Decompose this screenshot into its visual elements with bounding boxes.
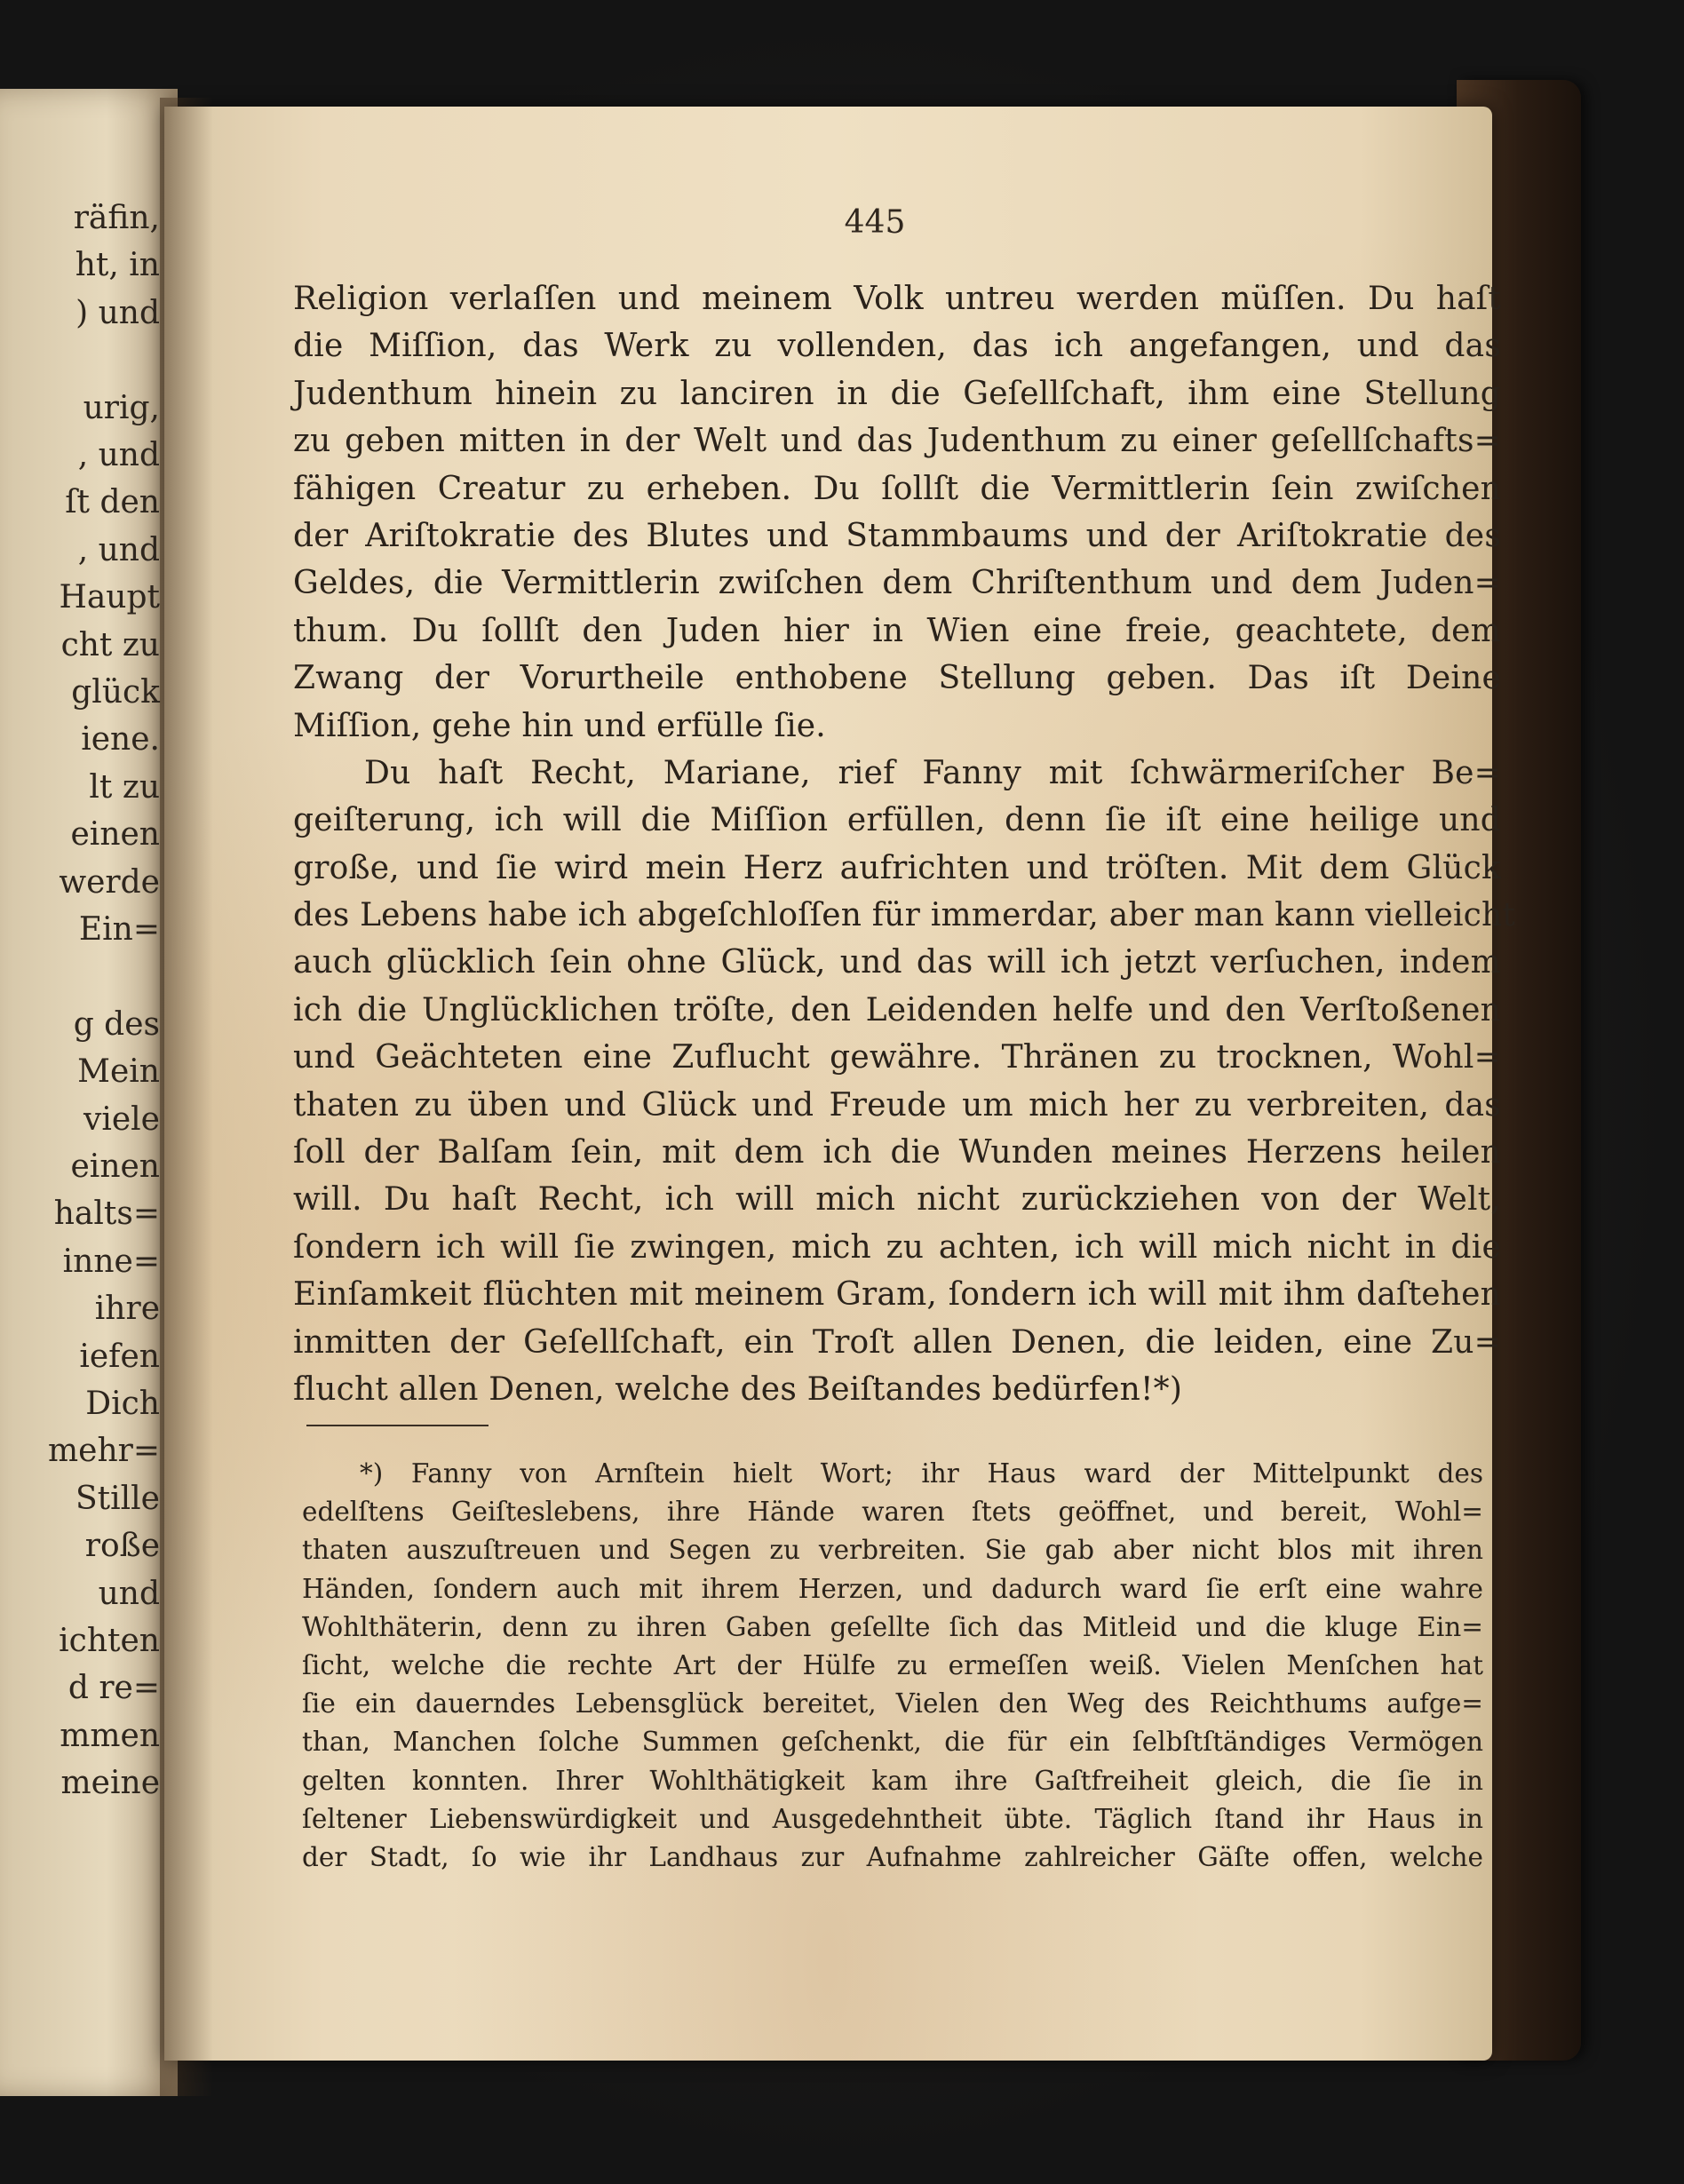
body-line: ſoll der Balſam ſein, mit dem ich die Wunden meines Herzens heilen <box>293 1134 1501 1171</box>
body-line: und Geächteten eine Zuflucht gewähre. Thränen zu trocknen, Wohl= <box>293 1039 1501 1076</box>
body-line: Religion verlaſſen und meinem Volk untreu werden müſſen. Du haſt <box>293 281 1501 317</box>
left-page-line: lt zu <box>89 768 160 806</box>
left-page-line: Ein= <box>78 911 160 948</box>
left-page-line: iene. <box>81 721 160 758</box>
body-line: Zwang der Vorurtheile enthobene Stellung geben. Das iſt Deine <box>293 660 1501 697</box>
left-page-line: ihre <box>94 1291 160 1328</box>
body-line: fähigen Creatur zu erheben. Du ſollſt die Vermittlerin ſein zwiſchen <box>293 470 1501 507</box>
left-page-line: urig, <box>83 389 160 426</box>
body-line: ſondern ich will ſie zwingen, mich zu achten, ich will mich nicht in die <box>293 1228 1501 1266</box>
body-line: des Lebens habe ich abgeſchloſſen für immerdar, aber man kann vielleicht <box>293 897 1516 934</box>
left-page-line: Haupt <box>59 579 160 616</box>
body-line: Miſſion, gehe hin und erfülle ſie. <box>293 707 826 744</box>
left-page-line: , und <box>77 437 160 473</box>
footnote-line: der Stadt, ſo wie ihr Landhaus zur Aufnahme zahlreicher Gäſte offen, welche <box>302 1841 1483 1872</box>
left-page-line: ) und <box>75 294 160 331</box>
body-line: Du haſt Recht, Mariane, rief Fanny mit ſchwärmeriſcher Be= <box>364 754 1501 791</box>
left-page-line: ht, in <box>75 247 160 284</box>
left-page-line: mehr= <box>48 1433 160 1470</box>
left-page-line: Dich <box>85 1386 160 1422</box>
right-page <box>164 107 1516 2061</box>
footnote-block <box>302 1455 1483 1877</box>
footnote-line: gelten konnten. Ihrer Wohlthätigkeit kam ihre Gaſtfreiheit gleich, die ſie in <box>302 1765 1483 1796</box>
body-line: Geldes, die Vermittlerin zwiſchen dem Chriſtenthum und dem Juden= <box>293 565 1501 602</box>
footnote-line: ſie ein dauerndes Lebensglück bereitet, Vielen den Weg des Reichthums aufge= <box>302 1688 1483 1719</box>
body-line: die Miſſion, das Werk zu vollenden, das ich angefangen, und das <box>293 328 1501 365</box>
left-page-line: roße <box>84 1528 160 1565</box>
body-line: zu geben mitten in der Welt und das Judenthum zu einer geſellſchafts= <box>293 423 1501 460</box>
left-page-line: iefen <box>79 1338 160 1375</box>
left-page-line: inne= <box>62 1243 160 1280</box>
body-line: flucht allen Denen, welche des Beiſtandes bedürfen!*) <box>293 1370 1183 1408</box>
body-line: thaten zu üben und Glück und Freude um mich her zu verbreiten, das <box>293 1086 1501 1124</box>
left-page-line: einen <box>70 816 160 854</box>
left-page <box>0 89 178 2096</box>
left-page-line: und <box>98 1575 160 1612</box>
left-page-line: , und <box>77 531 160 568</box>
footnote-rule <box>306 1425 489 1426</box>
left-page-line: g des <box>73 1005 160 1043</box>
left-page-line: ſt den <box>65 484 160 521</box>
left-page-line: Mein <box>77 1053 160 1091</box>
left-page-line: Stille <box>75 1480 160 1517</box>
left-page-line: cht zu <box>60 626 160 663</box>
body-line: will. Du haſt Recht, ich will mich nicht zurückziehen von der Welt, <box>293 1181 1501 1219</box>
left-page-line: halts= <box>53 1195 160 1233</box>
body-line: ich die Unglücklichen tröſte, den Leidenden helfe und den Verſtoßenen <box>293 991 1501 1028</box>
left-page-line: räfin, <box>73 200 160 236</box>
footnote-line: edelſtens Geiſteslebens, ihre Hände waren ſtets geöffnet, und bereit, Wohl= <box>302 1497 1483 1528</box>
body-line: geiſterung, ich will die Miſſion erfüllen, denn ſie iſt eine heilige und <box>293 802 1501 839</box>
left-page-line: glück <box>71 674 160 711</box>
left-page-line: ichten <box>59 1623 160 1659</box>
left-page-line: mmen <box>60 1717 160 1754</box>
footnote-line: Händen, ſondern auch mit ihrem Herzen, und dadurch ward ſie erſt eine wahre <box>302 1573 1483 1604</box>
left-page-line: d re= <box>68 1670 160 1707</box>
footnote-line: thaten auszuſtreuen und Segen zu verbreiten. Sie gab aber nicht blos mit ihren <box>302 1535 1483 1566</box>
body-line: große, und ſie wird mein Herz aufrichten und tröſten. Mit dem Glück <box>293 849 1501 886</box>
left-page-line: viele <box>83 1100 160 1138</box>
footnote-line: ſicht, welche die rechte Art der Hülfe zu ermeſſen weiß. Vielen Menſchen hat <box>302 1649 1483 1680</box>
body-line: der Ariſtokratie des Blutes und Stammbaums und der Ariſtokratie des <box>293 517 1501 554</box>
left-page-line: einen <box>70 1148 160 1185</box>
footnote-line: than, Manchen ſolche Summen geſchenkt, die für ein ſelbſtſtändiges Vermögen <box>302 1727 1483 1758</box>
left-page-line: werde <box>59 863 160 901</box>
body-line: thum. Du ſollſt den Juden hier in Wien eine freie, geachtete, dem <box>293 612 1501 649</box>
footnote-line: ſeltener Liebenswürdigkeit und Ausgedehntheit übte. Täglich ſtand ihr Haus in <box>302 1803 1483 1834</box>
body-text <box>293 275 1516 1413</box>
body-line: inmitten der Geſellſchaft, ein Troſt allen Denen, die leiden, eine Zu= <box>293 1323 1501 1361</box>
left-page-line: meine <box>60 1765 160 1802</box>
page-number: 445 <box>844 204 906 241</box>
body-line: Judenthum hinein zu lanciren in die Geſellſchaft, ihm eine Stellung <box>293 375 1501 412</box>
gutter-shadow <box>160 98 213 2096</box>
body-line: Einſamkeit flüchten mit meinem Gram, ſondern ich will mit ihm daſtehen <box>293 1276 1501 1314</box>
footnote-line: *) Fanny von Arnſtein hielt Wort; ihr Haus ward der Mittelpunkt des <box>360 1458 1483 1489</box>
footnote-line: Wohlthäterin, denn zu ihren Gaben geſellte ſich das Mitleid und die kluge Ein= <box>302 1611 1483 1642</box>
body-line: auch glücklich ſein ohne Glück, und das will ich jetzt verſuchen, indem <box>293 944 1501 981</box>
